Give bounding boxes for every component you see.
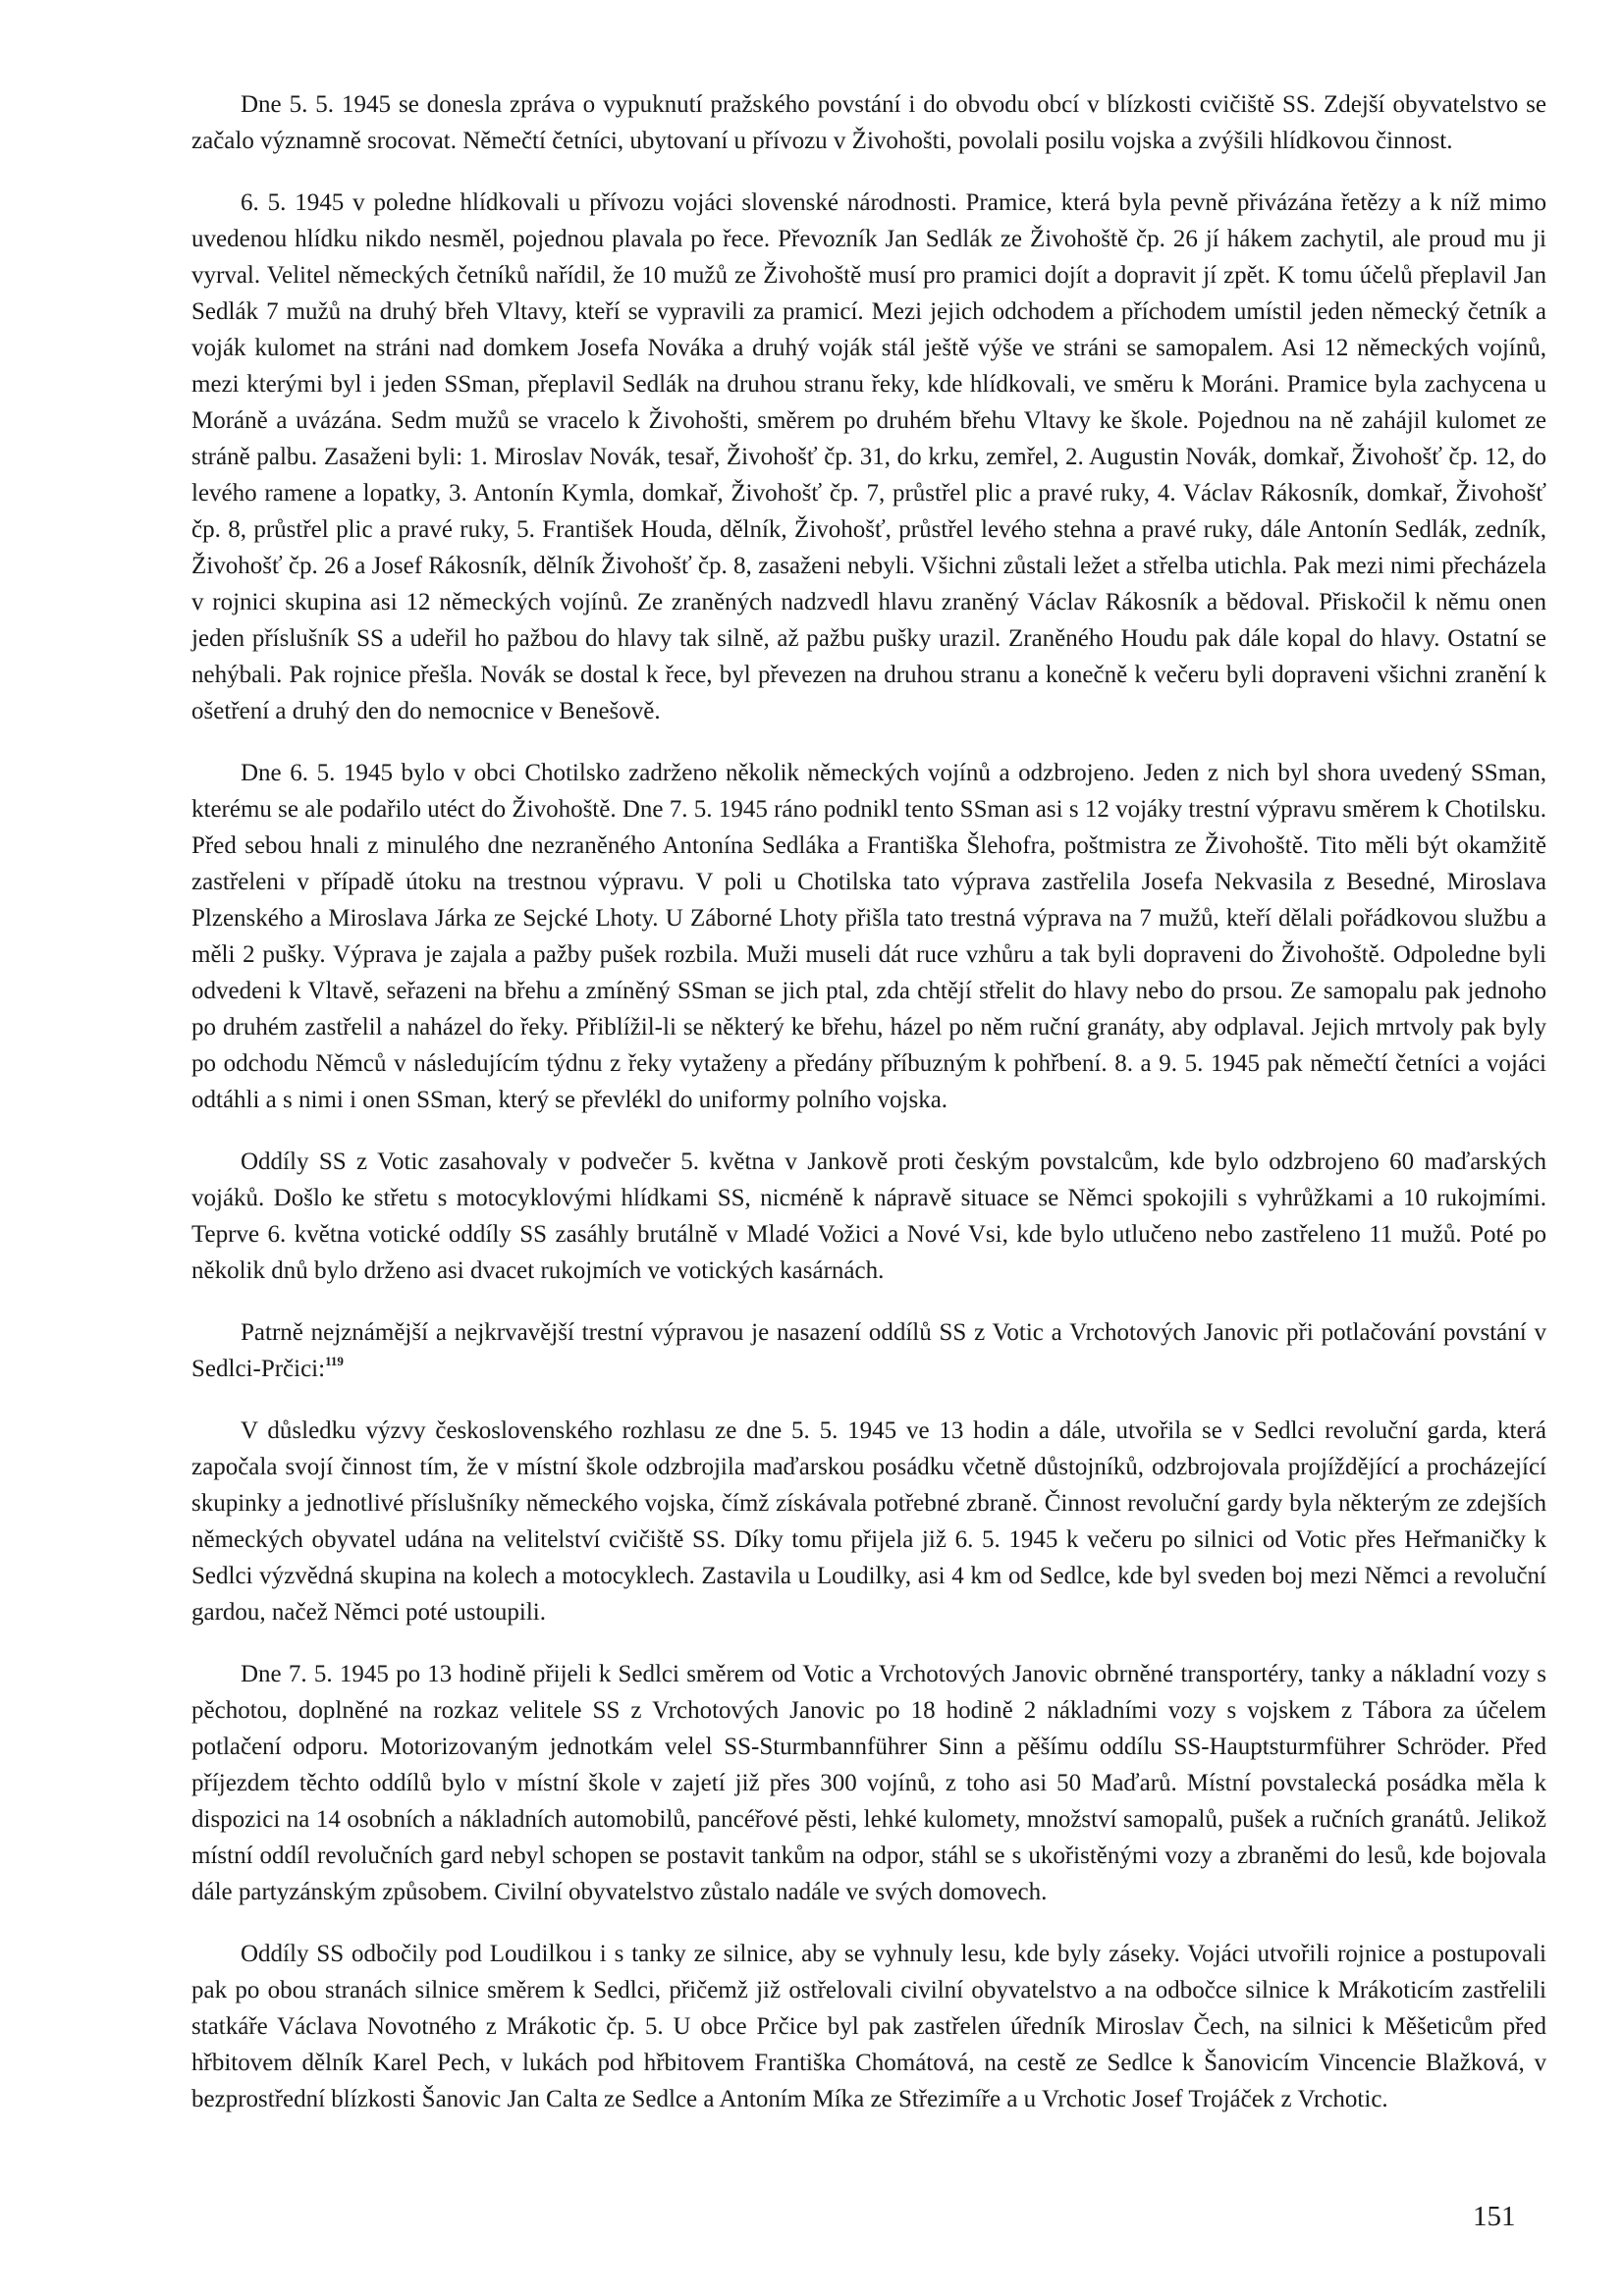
paragraph-1 xyxy=(191,86,1546,159)
paragraph-5-text: Patrně nejznámější a nejkrvavější trestní výpravou je nasazení oddílů SS z Votic a Vrchotových Janovic při potlačování povstání v Sedlci-Prčici: xyxy=(191,1319,1546,1382)
paragraph-7-text: Dne 7. 5. 1945 po 13 hodině přijeli k Sedlci směrem od Votic a Vrchotových Janovic obrněné transportéry, tanky a nákladní vozy s pěchotou, doplněné na rozkaz velitele SS z Vrchotových Janovic po 18 hodině 2 nákladními vozy s vojskem z Tábora za účelem potlačení odporu. Motorizovaným jednotkám velel SS-Sturmbannführer Sinn a pěšímu oddílu SS-Hauptsturmführer Schröder. Před příjezdem těchto oddílů bylo v místní škole v zajetí již přes 300 vojínů, z toho asi 50 Maďarů. Místní povstalecká posádka měla k dispozici na 14 osobních a nákladních automobilů, pancéřové pěsti, lehké kulomety, množství samopalů, pušek a ručních granátů. Jelikož místní oddíl revolučních gard nebyl schopen se postavit tankům na odpor, stáhl se s ukořistěnými vozy a zbraněmi do lesů, kde bojovala dále partyzánským způsobem. Civilní obyvatelstvo zůstalo nadále ve svých domovech. xyxy=(191,1661,1546,1905)
paragraph-5 xyxy=(191,1314,1546,1387)
paragraph-2 xyxy=(191,185,1546,729)
paragraph-7 xyxy=(191,1656,1546,1910)
page-number: 151 xyxy=(1473,2201,1516,2232)
paragraph-1-text: Dne 5. 5. 1945 se donesla zpráva o vypuknutí pražského povstání i do obvodu obcí v blízkosti cvičiště SS. Zdejší obyvatelstvo se začalo významně srocovat. Němečtí četníci, ubytovaní u přívozu v Živohošti, povolali posilu vojska a zvýšili hlídkovou činnost. xyxy=(191,91,1546,154)
page-body xyxy=(191,86,1546,2143)
paragraph-3 xyxy=(191,755,1546,1118)
paragraph-6-text: V důsledku výzvy československého rozhlasu ze dne 5. 5. 1945 ve 13 hodin a dále, utvořila se v Sedlci revoluční garda, která započala svojí činnost tím, že v místní škole odzbrojila maďarskou posádku včetně důstojníků, odzbrojovala projíždějící a procházející skupinky a jednotlivé příslušníky německého vojska, čímž získávala potřebné zbraně. Činnost revoluční gardy byla některým ze zdejších německých obyvatel udána na velitelství cvičiště SS. Díky tomu přijela již 6. 5. 1945 k večeru po silnici od Votic přes Heřmaničky k Sedlci výzvědná skupina na kolech a motocyklech. Zastavila u Loudilky, asi 4 km od Sedlce, kde byl sveden boj mezi Němci a revoluční gardou, načež Němci poté ustoupili. xyxy=(191,1417,1546,1626)
footnote-reference: 119 xyxy=(325,1353,344,1368)
paragraph-6 xyxy=(191,1413,1546,1630)
paragraph-8 xyxy=(191,1936,1546,2117)
paragraph-3-text: Dne 6. 5. 1945 bylo v obci Chotilsko zadrženo několik německých vojínů a odzbrojeno. Jeden z nich byl shora uvedený SSman, kterému se ale podařilo utéct do Živohoště. Dne 7. 5. 1945 ráno podnikl tento SSman asi s 12 vojáky trestní výpravu směrem k Chotilsku. Před sebou hnali z minulého dne nezraněného Antonína Sedláka a Františka Šlehofra, poštmistra ze Živohoště. Tito měli být okamžitě zastřeleni v případě útoku na trestnou výpravu. V poli u Chotilska tato výprava zastřelila Josefa Nekvasila z Besedné, Miroslava Plzenského a Miroslava Járka ze Sejcké Lhoty. U Záborné Lhoty přišla tato trestná výprava na 7 mužů, kteří dělali pořádkovou službu a měli 2 pušky. Výprava je zajala a pažby pušek rozbila. Muži museli dát ruce vzhůru a tak byli dopraveni do Živohoště. Odpoledne byli odvedeni k Vltavě, seřazeni na břehu a zmíněný SSman se jich ptal, zda chtějí střelit do hlavy nebo do prsou. Ze samopalu pak jednoho po druhém zastřelil a naházel do řeky. Přiblížil-li se některý ke břehu, házel po něm ruční granáty, aby odplaval. Jejich mrtvoly pak byly po odchodu Němců v následujícím týdnu z řeky vytaženy a předány příbuzným k pohřbení. 8. a 9. 5. 1945 pak němečtí četníci a vojáci odtáhli a s nimi i onen SSman, který se převlékl do uniformy polního vojska. xyxy=(191,760,1546,1113)
paragraph-4-text: Oddíly SS z Votic zasahovaly v podvečer 5. května v Jankově proti českým povstalcům, kde bylo odzbrojeno 60 maďarských vojáků. Došlo ke střetu s motocyklovými hlídkami SS, nicméně k nápravě situace se Němci spokojili s vyhrůžkami a 10 rukojmími. Teprve 6. května votické oddíly SS zasáhly brutálně v Mladé Vožici a Nové Vsi, kde bylo utlučeno nebo zastřeleno 11 mužů. Poté po několik dnů bylo drženo asi dvacet rukojmích ve votických kasárnách. xyxy=(191,1148,1546,1284)
paragraph-8-text: Oddíly SS odbočily pod Loudilkou i s tanky ze silnice, aby se vyhnuly lesu, kde byly záseky. Vojáci utvořili rojnice a postupovali pak po obou stranách silnice směrem k Sedlci, přičemž již ostřelovali civilní obyvatelstvo a na odbočce silnice k Mrákoticím zastřelili statkáře Václava Novotného z Mrákotic čp. 5. U obce Prčice byl pak zastřelen úředník Miroslav Čech, na silnici k Měšeticům před hřbitovem dělník Karel Pech, v lukách pod hřbitovem Františka Chomátová, na cestě ze Sedlce k Šanovicím Vincencie Blažková, v bezprostřední blízkosti Šanovic Jan Calta ze Sedlce a Antoním Míka ze Střezimíře a u Vrchotic Josef Trojáček z Vrchotic. xyxy=(191,1941,1546,2112)
paragraph-4 xyxy=(191,1144,1546,1289)
paragraph-2-text: 6. 5. 1945 v poledne hlídkovali u přívozu vojáci slovenské národnosti. Pramice, která byla pevně přivázána řetězy a k níž mimo uvedenou hlídku nikdo nesměl, pojednou plavala po řece. Převozník Jan Sedlák ze Živohoště čp. 26 jí hákem zachytil, ale proud mu ji vyrval. Velitel německých četníků nařídil, že 10 mužů ze Živohoště musí pro pramici dojít a dopravit jí zpět. K tomu účelů přeplavil Jan Sedlák 7 mužů na druhý břeh Vltavy, kteří se vypravili za pramicí. Mezi jejich odchodem a příchodem umístil jeden německý četník a voják kulomet na stráni nad domkem Josefa Nováka a druhý voják stál ještě výše ve stráni se samopalem. Asi 12 německých vojínů, mezi kterými byl i jeden SSman, přeplavil Sedlák na druhou stranu řeky, kde hlídkovali, ve směru k Moráni. Pramice byla zachycena u Moráně a uvázána. Sedm mužů se vracelo k Živohošti, směrem po druhém břehu Vltavy ke škole. Pojednou na ně zahájil kulomet ze stráně palbu. Zasaženi byli: 1. Miroslav Novák, tesař, Živohošť čp. 31, do krku, zemřel, 2. Augustin Novák, domkař, Živohošť čp. 12, do levého ramene a lopatky, 3. Antonín Kymla, domkař, Živohošť čp. 7, průstřel plic a pravé ruky, 4. Václav Rákosník, domkař, Živohošť čp. 8, průstřel plic a pravé ruky, 5. František Houda, dělník, Živohošť, průstřel levého stehna a pravé ruky, dále Antonín Sedlák, zedník, Živohošť čp. 26 a Josef Rákosník, dělník Živohošť čp. 8, zasaženi nebyli. Všichni zůstali ležet a střelba utichla. Pak mezi nimi přecházela v rojnici skupina asi 12 německých vojínů. Ze zraněných nadzvedl hlavu zraněný Václav Rákosník a bědoval. Přiskočil k němu onen jeden příslušník SS a udeřil ho pažbou do hlavy tak silně, až pažbu pušky urazil. Zraněného Houdu pak dále kopal do hlavy. Ostatní se nehýbali. Pak rojnice přešla. Novák se dostal k řece, byl převezen na druhou stranu a konečně k večeru byli dopraveni všichni zranění k ošetření a druhý den do nemocnice v Benešově. xyxy=(191,189,1546,724)
